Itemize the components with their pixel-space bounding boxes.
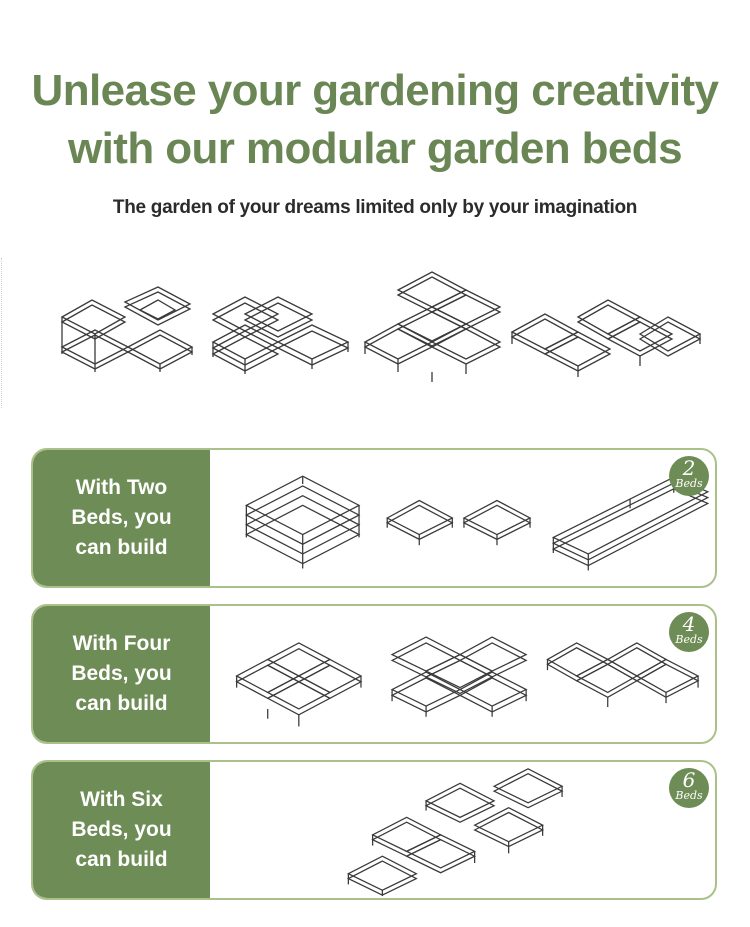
badge-number: 4	[682, 612, 696, 636]
panel-label-box	[33, 606, 210, 742]
panel-label-box	[33, 450, 210, 586]
title-line-1: Unlease your gardening creativity	[31, 66, 719, 115]
badge-number: 2	[682, 456, 696, 480]
badge-word: Beds	[675, 633, 703, 646]
page-subtitle: The garden of your dreams limited only by your imagination	[112, 197, 638, 218]
panel-label-text: With Two Beds, you can build	[71, 476, 172, 559]
badge-word: Beds	[675, 789, 703, 802]
top-layout-diagrams	[0, 262, 750, 387]
panel-six-beds	[31, 760, 717, 900]
layout-diagram-1	[62, 287, 192, 372]
two-beds-diagrams	[210, 450, 715, 586]
layout-diagram-4	[512, 300, 700, 377]
panel-label-text: With Four Beds, you can build	[71, 632, 172, 715]
bed-count-badge	[669, 768, 709, 808]
panel-two-beds	[31, 448, 717, 588]
bed-count-badge	[669, 612, 709, 652]
panel-four-beds	[31, 604, 717, 744]
four-beds-diagrams	[210, 606, 715, 742]
badge-number: 6	[682, 768, 696, 792]
six-beds-diagrams	[210, 762, 715, 898]
panel-label-box	[33, 762, 210, 898]
panel-label-text: With Six Beds, you can build	[71, 788, 172, 871]
title-line-2: with our modular garden beds	[68, 124, 682, 173]
page-title	[0, 62, 750, 178]
bed-count-badge	[669, 456, 709, 496]
badge-word: Beds	[675, 477, 703, 490]
layout-diagram-2	[213, 297, 348, 374]
layout-diagram-3	[365, 272, 500, 382]
